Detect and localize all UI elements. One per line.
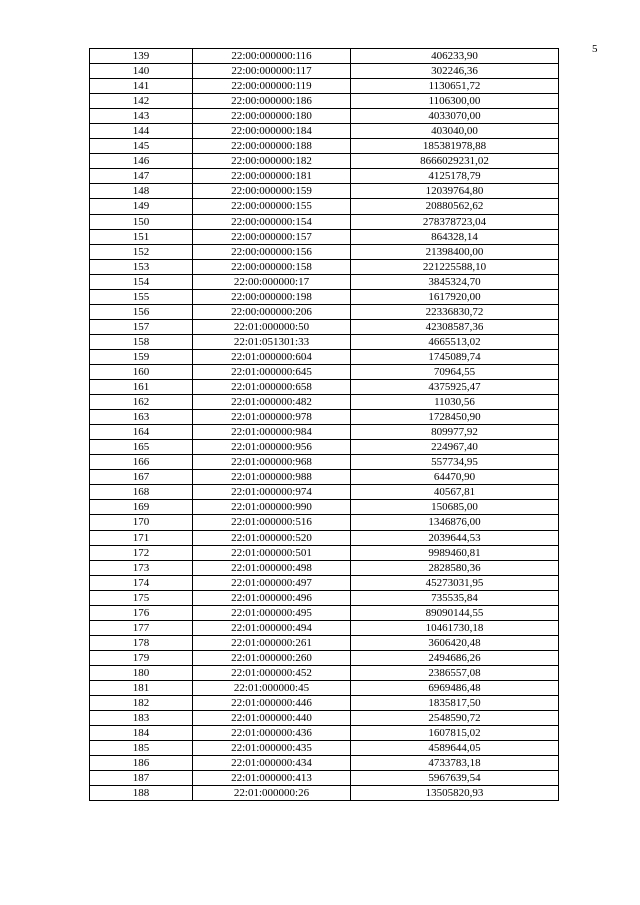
table-row bbox=[90, 771, 559, 786]
cadastral-number-cell: 22:00:000000:182 bbox=[193, 154, 351, 169]
cadastral-number-cell: 22:01:000000:984 bbox=[193, 425, 351, 440]
cadastral-number-cell: 22:01:000000:658 bbox=[193, 380, 351, 395]
row-number-cell: 176 bbox=[90, 605, 193, 620]
value-cell: 2548590,72 bbox=[351, 711, 559, 726]
table-row bbox=[90, 319, 559, 334]
value-cell: 13505820,93 bbox=[351, 786, 559, 801]
table-row bbox=[90, 455, 559, 470]
cadastral-number-cell: 22:01:000000:413 bbox=[193, 771, 351, 786]
row-number-cell: 186 bbox=[90, 756, 193, 771]
row-number-cell: 145 bbox=[90, 139, 193, 154]
value-cell: 864328,14 bbox=[351, 229, 559, 244]
table-row bbox=[90, 49, 559, 64]
cadastral-number-cell: 22:01:000000:494 bbox=[193, 620, 351, 635]
value-cell: 2039644,53 bbox=[351, 530, 559, 545]
row-number-cell: 178 bbox=[90, 635, 193, 650]
cadastral-number-cell: 22:01:000000:50 bbox=[193, 319, 351, 334]
value-cell: 406233,90 bbox=[351, 49, 559, 64]
row-number-cell: 141 bbox=[90, 79, 193, 94]
cadastral-number-cell: 22:00:000000:154 bbox=[193, 214, 351, 229]
row-number-cell: 154 bbox=[90, 274, 193, 289]
value-cell: 64470,90 bbox=[351, 470, 559, 485]
value-cell: 70964,55 bbox=[351, 364, 559, 379]
table-row bbox=[90, 214, 559, 229]
table-row bbox=[90, 410, 559, 425]
table-row bbox=[90, 274, 559, 289]
row-number-cell: 174 bbox=[90, 575, 193, 590]
table-row bbox=[90, 124, 559, 139]
cadastral-number-cell: 22:01:000000:436 bbox=[193, 726, 351, 741]
row-number-cell: 170 bbox=[90, 515, 193, 530]
cadastral-number-cell: 22:00:000000:188 bbox=[193, 139, 351, 154]
row-number-cell: 171 bbox=[90, 530, 193, 545]
table-row bbox=[90, 440, 559, 455]
table-row bbox=[90, 590, 559, 605]
value-cell: 5967639,54 bbox=[351, 771, 559, 786]
value-cell: 4375925,47 bbox=[351, 380, 559, 395]
table-row bbox=[90, 696, 559, 711]
table-row bbox=[90, 485, 559, 500]
value-cell: 1745089,74 bbox=[351, 349, 559, 364]
row-number-cell: 179 bbox=[90, 650, 193, 665]
table-row bbox=[90, 139, 559, 154]
value-cell: 809977,92 bbox=[351, 425, 559, 440]
row-number-cell: 165 bbox=[90, 440, 193, 455]
value-cell: 4665513,02 bbox=[351, 334, 559, 349]
row-number-cell: 163 bbox=[90, 410, 193, 425]
cadastral-number-cell: 22:01:051301:33 bbox=[193, 334, 351, 349]
table-row bbox=[90, 726, 559, 741]
table-row bbox=[90, 470, 559, 485]
table-row bbox=[90, 364, 559, 379]
value-cell: 89090144,55 bbox=[351, 605, 559, 620]
cadastral-table bbox=[89, 48, 559, 801]
value-cell: 40567,81 bbox=[351, 485, 559, 500]
row-number-cell: 160 bbox=[90, 364, 193, 379]
row-number-cell: 185 bbox=[90, 741, 193, 756]
value-cell: 4125178,79 bbox=[351, 169, 559, 184]
table-row bbox=[90, 620, 559, 635]
cadastral-number-cell: 22:01:000000:645 bbox=[193, 364, 351, 379]
row-number-cell: 158 bbox=[90, 334, 193, 349]
value-cell: 10461730,18 bbox=[351, 620, 559, 635]
row-number-cell: 168 bbox=[90, 485, 193, 500]
value-cell: 224967,40 bbox=[351, 440, 559, 455]
cadastral-number-cell: 22:01:000000:498 bbox=[193, 560, 351, 575]
row-number-cell: 142 bbox=[90, 94, 193, 109]
table-row bbox=[90, 545, 559, 560]
table-row bbox=[90, 530, 559, 545]
table-row bbox=[90, 425, 559, 440]
table-row bbox=[90, 380, 559, 395]
table-row bbox=[90, 289, 559, 304]
table-row bbox=[90, 741, 559, 756]
row-number-cell: 164 bbox=[90, 425, 193, 440]
row-number-cell: 184 bbox=[90, 726, 193, 741]
cadastral-number-cell: 22:00:000000:117 bbox=[193, 64, 351, 79]
table-row bbox=[90, 575, 559, 590]
row-number-cell: 183 bbox=[90, 711, 193, 726]
row-number-cell: 188 bbox=[90, 786, 193, 801]
row-number-cell: 151 bbox=[90, 229, 193, 244]
value-cell: 42308587,36 bbox=[351, 319, 559, 334]
cadastral-number-cell: 22:01:000000:974 bbox=[193, 485, 351, 500]
value-cell: 4589644,05 bbox=[351, 741, 559, 756]
row-number-cell: 187 bbox=[90, 771, 193, 786]
row-number-cell: 180 bbox=[90, 665, 193, 680]
value-cell: 1617920,00 bbox=[351, 289, 559, 304]
row-number-cell: 173 bbox=[90, 560, 193, 575]
cadastral-number-cell: 22:01:000000:978 bbox=[193, 410, 351, 425]
cadastral-number-cell: 22:00:000000:17 bbox=[193, 274, 351, 289]
table-body bbox=[90, 49, 559, 801]
row-number-cell: 155 bbox=[90, 289, 193, 304]
table-row bbox=[90, 79, 559, 94]
cadastral-number-cell: 22:00:000000:159 bbox=[193, 184, 351, 199]
table-row bbox=[90, 334, 559, 349]
cadastral-number-cell: 22:00:000000:186 bbox=[193, 94, 351, 109]
row-number-cell: 140 bbox=[90, 64, 193, 79]
table-row bbox=[90, 680, 559, 695]
value-cell: 1130651,72 bbox=[351, 79, 559, 94]
row-number-cell: 175 bbox=[90, 590, 193, 605]
row-number-cell: 152 bbox=[90, 244, 193, 259]
table-row bbox=[90, 395, 559, 410]
table-row bbox=[90, 259, 559, 274]
table-row bbox=[90, 665, 559, 680]
table-row bbox=[90, 64, 559, 79]
cadastral-number-cell: 22:01:000000:440 bbox=[193, 711, 351, 726]
row-number-cell: 149 bbox=[90, 199, 193, 214]
value-cell: 221225588,10 bbox=[351, 259, 559, 274]
table-row bbox=[90, 229, 559, 244]
row-number-cell: 156 bbox=[90, 304, 193, 319]
value-cell: 8666029231,02 bbox=[351, 154, 559, 169]
row-number-cell: 172 bbox=[90, 545, 193, 560]
table-row bbox=[90, 349, 559, 364]
cadastral-number-cell: 22:01:000000:261 bbox=[193, 635, 351, 650]
value-cell: 3845324,70 bbox=[351, 274, 559, 289]
row-number-cell: 162 bbox=[90, 395, 193, 410]
table-row bbox=[90, 154, 559, 169]
value-cell: 735535,84 bbox=[351, 590, 559, 605]
value-cell: 3606420,48 bbox=[351, 635, 559, 650]
value-cell: 4733783,18 bbox=[351, 756, 559, 771]
cadastral-number-cell: 22:01:000000:45 bbox=[193, 680, 351, 695]
cadastral-number-cell: 22:00:000000:180 bbox=[193, 109, 351, 124]
cadastral-number-cell: 22:01:000000:496 bbox=[193, 590, 351, 605]
value-cell: 1607815,02 bbox=[351, 726, 559, 741]
value-cell: 20880562,62 bbox=[351, 199, 559, 214]
cadastral-number-cell: 22:01:000000:446 bbox=[193, 696, 351, 711]
value-cell: 6969486,48 bbox=[351, 680, 559, 695]
cadastral-number-cell: 22:01:000000:482 bbox=[193, 395, 351, 410]
row-number-cell: 148 bbox=[90, 184, 193, 199]
cadastral-number-cell: 22:01:000000:956 bbox=[193, 440, 351, 455]
row-number-cell: 177 bbox=[90, 620, 193, 635]
table-row bbox=[90, 515, 559, 530]
cadastral-number-cell: 22:00:000000:181 bbox=[193, 169, 351, 184]
row-number-cell: 167 bbox=[90, 470, 193, 485]
row-number-cell: 147 bbox=[90, 169, 193, 184]
cadastral-number-cell: 22:01:000000:495 bbox=[193, 605, 351, 620]
row-number-cell: 143 bbox=[90, 109, 193, 124]
table-row bbox=[90, 756, 559, 771]
value-cell: 9989460,81 bbox=[351, 545, 559, 560]
value-cell: 278378723,04 bbox=[351, 214, 559, 229]
value-cell: 12039764,80 bbox=[351, 184, 559, 199]
row-number-cell: 182 bbox=[90, 696, 193, 711]
cadastral-number-cell: 22:01:000000:452 bbox=[193, 665, 351, 680]
row-number-cell: 169 bbox=[90, 500, 193, 515]
cadastral-number-cell: 22:00:000000:119 bbox=[193, 79, 351, 94]
cadastral-number-cell: 22:01:000000:497 bbox=[193, 575, 351, 590]
value-cell: 1835817,50 bbox=[351, 696, 559, 711]
cadastral-number-cell: 22:00:000000:198 bbox=[193, 289, 351, 304]
table-row bbox=[90, 635, 559, 650]
value-cell: 1106300,00 bbox=[351, 94, 559, 109]
cadastral-number-cell: 22:00:000000:184 bbox=[193, 124, 351, 139]
cadastral-number-cell: 22:01:000000:26 bbox=[193, 786, 351, 801]
cadastral-number-cell: 22:01:000000:260 bbox=[193, 650, 351, 665]
cadastral-number-cell: 22:01:000000:968 bbox=[193, 455, 351, 470]
cadastral-number-cell: 22:01:000000:520 bbox=[193, 530, 351, 545]
table-row bbox=[90, 304, 559, 319]
value-cell: 45273031,95 bbox=[351, 575, 559, 590]
row-number-cell: 139 bbox=[90, 49, 193, 64]
cadastral-number-cell: 22:00:000000:116 bbox=[193, 49, 351, 64]
row-number-cell: 166 bbox=[90, 455, 193, 470]
table-row bbox=[90, 199, 559, 214]
page-number: 5 bbox=[592, 43, 598, 55]
table-row bbox=[90, 169, 559, 184]
table-row bbox=[90, 244, 559, 259]
value-cell: 2386557,08 bbox=[351, 665, 559, 680]
cadastral-number-cell: 22:00:000000:206 bbox=[193, 304, 351, 319]
table-row bbox=[90, 711, 559, 726]
cadastral-number-cell: 22:01:000000:604 bbox=[193, 349, 351, 364]
row-number-cell: 153 bbox=[90, 259, 193, 274]
value-cell: 21398400,00 bbox=[351, 244, 559, 259]
cadastral-number-cell: 22:01:000000:435 bbox=[193, 741, 351, 756]
cadastral-number-cell: 22:00:000000:158 bbox=[193, 259, 351, 274]
row-number-cell: 181 bbox=[90, 680, 193, 695]
cadastral-number-cell: 22:01:000000:988 bbox=[193, 470, 351, 485]
value-cell: 4033070,00 bbox=[351, 109, 559, 124]
value-cell: 2828580,36 bbox=[351, 560, 559, 575]
table-row bbox=[90, 184, 559, 199]
cadastral-number-cell: 22:01:000000:516 bbox=[193, 515, 351, 530]
value-cell: 1728450,90 bbox=[351, 410, 559, 425]
table-row bbox=[90, 605, 559, 620]
cadastral-number-cell: 22:01:000000:501 bbox=[193, 545, 351, 560]
row-number-cell: 144 bbox=[90, 124, 193, 139]
cadastral-number-cell: 22:01:000000:434 bbox=[193, 756, 351, 771]
cadastral-number-cell: 22:01:000000:990 bbox=[193, 500, 351, 515]
cadastral-number-cell: 22:00:000000:157 bbox=[193, 229, 351, 244]
value-cell: 22336830,72 bbox=[351, 304, 559, 319]
value-cell: 557734,95 bbox=[351, 455, 559, 470]
value-cell: 302246,36 bbox=[351, 64, 559, 79]
cadastral-number-cell: 22:00:000000:156 bbox=[193, 244, 351, 259]
row-number-cell: 157 bbox=[90, 319, 193, 334]
table-row bbox=[90, 500, 559, 515]
value-cell: 2494686,26 bbox=[351, 650, 559, 665]
row-number-cell: 161 bbox=[90, 380, 193, 395]
value-cell: 403040,00 bbox=[351, 124, 559, 139]
table-row bbox=[90, 650, 559, 665]
table-row bbox=[90, 560, 559, 575]
table-row bbox=[90, 94, 559, 109]
row-number-cell: 146 bbox=[90, 154, 193, 169]
value-cell: 11030,56 bbox=[351, 395, 559, 410]
value-cell: 185381978,88 bbox=[351, 139, 559, 154]
row-number-cell: 159 bbox=[90, 349, 193, 364]
row-number-cell: 150 bbox=[90, 214, 193, 229]
table-row bbox=[90, 786, 559, 801]
value-cell: 150685,00 bbox=[351, 500, 559, 515]
table-row bbox=[90, 109, 559, 124]
cadastral-number-cell: 22:00:000000:155 bbox=[193, 199, 351, 214]
value-cell: 1346876,00 bbox=[351, 515, 559, 530]
